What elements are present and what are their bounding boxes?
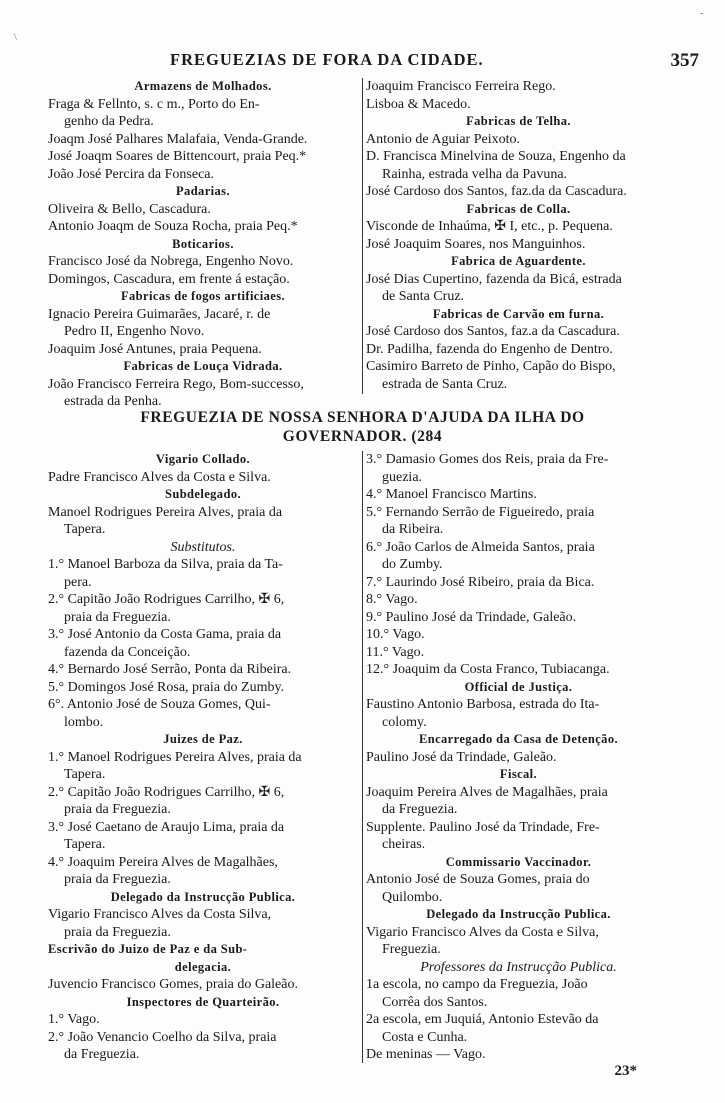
section-subheading: Fabricas de fogos artificiaes. [120, 289, 286, 303]
continuation-line: Tapera. [64, 767, 106, 782]
entry-line: 9.° Paulino José da Trindade, Galeão. [366, 609, 577, 625]
continuation-line: praia da Freguezia. [64, 802, 171, 817]
entry-line: Vigario Francisco Alves da Costa Silva, [48, 907, 272, 922]
section-subheading: delegacia. [174, 959, 232, 974]
continuation-line: estrada da Penha. [64, 394, 162, 409]
section-subheading: Commissario Vaccinador. [445, 854, 592, 869]
section-subheading: Fabricas de Carvão em furna. [432, 306, 605, 321]
entry-line: José Joaquim Soares, nos Manguinhos. [366, 236, 586, 252]
signature-mark: 23* [614, 1063, 637, 1079]
entry-line: 3.° José Antonio da Costa Gama, praia da [48, 627, 282, 642]
entry-line: José Joaqm Soares de Bittencourt, praia Peq.* [48, 149, 307, 164]
section2-right-column [366, 451, 671, 1064]
running-title: FREGUEZIAS DE FORA DA CIDADE. [170, 50, 484, 69]
entry-line: 10.° Vago. [366, 627, 425, 642]
continuation-line: do Zumby. [382, 557, 443, 572]
entry-line: 2.° Capitão João Rodrigues Carrilho, ✠ 6, [48, 784, 285, 800]
continuation-line: lombo. [64, 714, 104, 730]
continuation-line: da Freguezia. [64, 1047, 140, 1062]
column-divider [362, 78, 363, 394]
continuation-line: da Freguezia. [382, 802, 458, 817]
section-subheading: Boticarios. [172, 236, 234, 251]
continuation-line: Freguezia. [382, 942, 441, 957]
entry-line: Vigario Francisco Alves da Costa e Silva, [366, 924, 599, 940]
entry-line: De meninas — Vago. [366, 1047, 486, 1062]
continuation-line: praia da Freguezia. [64, 872, 171, 887]
italic-subheading: Substitutos. [170, 539, 236, 555]
entry-line: Lisboa & Macedo. [366, 96, 471, 112]
entry-line: Oliveira & Bello, Cascadura. [48, 201, 211, 217]
entry-line: 11.° Vago. [366, 644, 425, 660]
continuation-line: estrada de Santa Cruz. [382, 376, 508, 392]
entry-line: 1.° Manoel Rodrigues Pereira Alves, praia da [48, 749, 302, 765]
section-subheading: Fabricas de Colla. [466, 201, 571, 216]
entry-line: Joaquim Pereira Alves de Magalhães, praia [366, 784, 608, 800]
entry-line: Joaqm José Palhares Malafaia, Venda-Grande. [48, 131, 308, 147]
entry-line: Faustino Antonio Barbosa, estrada do Ita- [366, 697, 600, 712]
entry-line: Antonio Joaqm de Souza Rocha, praia Peq.* [48, 219, 298, 234]
continuation-line: praia da Freguezia. [64, 924, 171, 940]
entry-line: Domingos, Cascadura, em frente á estação. [48, 271, 290, 287]
column-divider [362, 451, 363, 1063]
entry-line: 4.° Manoel Francisco Martins. [366, 487, 537, 502]
entry-line: Antonio José de Souza Gomes, praia do [366, 872, 590, 887]
continuation-line: fazenda da Conceição. [64, 644, 191, 660]
continuation-line: da Ribeira. [382, 522, 444, 537]
entry-line: Fraga & Fellnto, s. c m., Porto do En- [48, 96, 260, 112]
section-subheading: Fiscal. [499, 767, 538, 781]
entry-line: João Francisco Ferreira Rego, Bom-successo, [48, 376, 304, 392]
continuation-line: Corrêa dos Santos. [382, 994, 488, 1010]
continuation-line: Costa e Cunha. [382, 1029, 468, 1045]
section-subheading: Escrivão do Juizo de Paz e da Sub- [48, 942, 248, 956]
entry-line: Paulino José da Trindade, Galeão. [366, 749, 557, 765]
continuation-line: Tapera. [64, 522, 106, 537]
continuation-line: de Santa Cruz. [382, 289, 465, 304]
entry-line: 7.° Laurindo José Ribeiro, praia da Bica. [366, 574, 595, 590]
entry-line: 5.° Domingos José Rosa, praia do Zumby. [48, 679, 285, 695]
continuation-line: genho da Pedra. [64, 114, 154, 129]
continuation-line: guezia. [382, 469, 423, 485]
continuation-line: colomy. [382, 714, 427, 730]
entry-line: Manoel Rodrigues Pereira Alves, praia da [48, 504, 283, 520]
entry-line: José Cardoso dos Santos, faz.a da Cascadura. [366, 324, 620, 339]
entry-line: 1.° Vago. [48, 1012, 100, 1027]
entry-line: Joaquim José Antunes, praia Pequena. [48, 341, 262, 357]
entry-line: Padre Francisco Alves da Costa e Silva. [48, 469, 271, 485]
section-subheading: Fabricas de Louça Vidrada. [123, 359, 283, 373]
section-subheading: Armazens de Molhados. [134, 79, 272, 93]
entry-line: 8.° Vago. [366, 592, 418, 607]
section2-left-column [48, 451, 358, 1064]
section2-heading-line2: GOVERNADOR. (284 [282, 428, 443, 445]
entry-line: Supplente. Paulino José da Trindade, Fre- [366, 819, 600, 835]
continuation-line: Tapera. [64, 837, 106, 852]
entry-line: Visconde de Inhaúma, ✠ I, etc., p. Pequena. [366, 219, 613, 234]
section1-left-column [48, 78, 358, 411]
entry-line: José Cardoso dos Santos, faz.da da Cascadura. [366, 184, 627, 199]
section-subheading: Fabrica de Aguardente. [451, 254, 586, 268]
entry-line: João José Percira da Fonseca. [48, 166, 215, 182]
entry-line: Joaquim Francisco Ferreira Rego. [366, 79, 556, 94]
section-subheading: Fabricas de Telha. [466, 114, 571, 128]
entry-line: Ignacio Pereira Guimarães, Jacaré, r. de [48, 306, 271, 322]
entry-line: 1a escola, no campo da Freguezia, João [366, 977, 588, 992]
section-subheading: Inspectores de Quarteirão. [126, 994, 280, 1009]
section-subheading: Official de Justiça. [464, 679, 573, 694]
entry-line: 4.° Joaquim Pereira Alves de Magalhães, [48, 854, 278, 870]
entry-line: 2a escola, em Juquiá, Antonio Estevão da [366, 1012, 599, 1027]
continuation-line: Pedro II, Engenho Novo. [64, 324, 205, 339]
margin-mark: - [700, 8, 704, 19]
page-number: 357 [670, 50, 699, 71]
section-subheading: Padarias. [176, 184, 230, 198]
entry-line: Antonio de Aguiar Peixoto. [366, 131, 520, 147]
entry-line: 6.° João Carlos de Almeida Santos, praia [366, 539, 595, 555]
section2-heading-line1: FREGUEZIA DE NOSSA SENHORA D'AJUDA DA ILHA DO [140, 409, 585, 426]
entry-line: 2.° Capitão João Rodrigues Carrilho, ✠ 6, [48, 592, 285, 607]
entry-line: Francisco José da Nobrega, Engenho Novo. [48, 254, 294, 269]
entry-line: Juvencio Francisco Gomes, praia do Galeão. [48, 977, 298, 992]
entry-line: 2.° João Venancio Coelho da Silva, praia [48, 1029, 277, 1045]
section-subheading: Delegado da Instrucção Publica. [426, 907, 611, 921]
section-subheading: Juizes de Paz. [163, 732, 243, 746]
italic-subheading: Professores da Instrucção Publica. [420, 959, 617, 975]
page-header [0, 50, 725, 76]
section-subheading: Subdelegado. [164, 487, 241, 501]
entry-line: 4.° Bernardo José Serrão, Ponta da Ribeira. [48, 662, 292, 677]
section2-heading [0, 408, 725, 446]
continuation-line: cheiras. [382, 837, 426, 852]
section1-right-column [366, 78, 671, 393]
entry-line: 12.° Joaquim da Costa Franco, Tubiacanga. [366, 662, 610, 677]
margin-mark: \ [14, 32, 17, 43]
section-subheading: Vigario Collado. [155, 452, 251, 466]
entry-line: D. Francisca Minelvina de Souza, Engenho da [366, 149, 626, 164]
entry-line: 6°. Antonio José de Souza Gomes, Qui- [48, 697, 271, 712]
entry-line: 3.° Damasio Gomes dos Reis, praia da Fre- [366, 452, 609, 467]
entry-line: 5.° Fernando Serrão de Figueiredo, praia [366, 504, 595, 520]
continuation-line: Quilombo. [382, 889, 443, 905]
section-subheading: Delegado da Instrucção Publica. [110, 889, 296, 904]
continuation-line: praia da Freguezia. [64, 609, 171, 625]
entry-line: Casimiro Barreto de Pinho, Capão do Bispo, [366, 359, 616, 374]
entry-line: Dr. Padilha, fazenda do Engenho de Dentro. [366, 341, 613, 357]
continuation-line: pera. [64, 574, 92, 590]
continuation-line: Rainha, estrada velha da Pavuna. [382, 166, 568, 182]
entry-line: 3.° José Caetano de Araujo Lima, praia da [48, 819, 285, 835]
entry-line: 1.° Manoel Barboza da Silva, praia da Ta- [48, 557, 283, 572]
entry-line: José Dias Cupertino, fazenda da Bicá, estrada [366, 271, 622, 287]
section-subheading: Encarregado da Casa de Detenção. [418, 732, 618, 746]
